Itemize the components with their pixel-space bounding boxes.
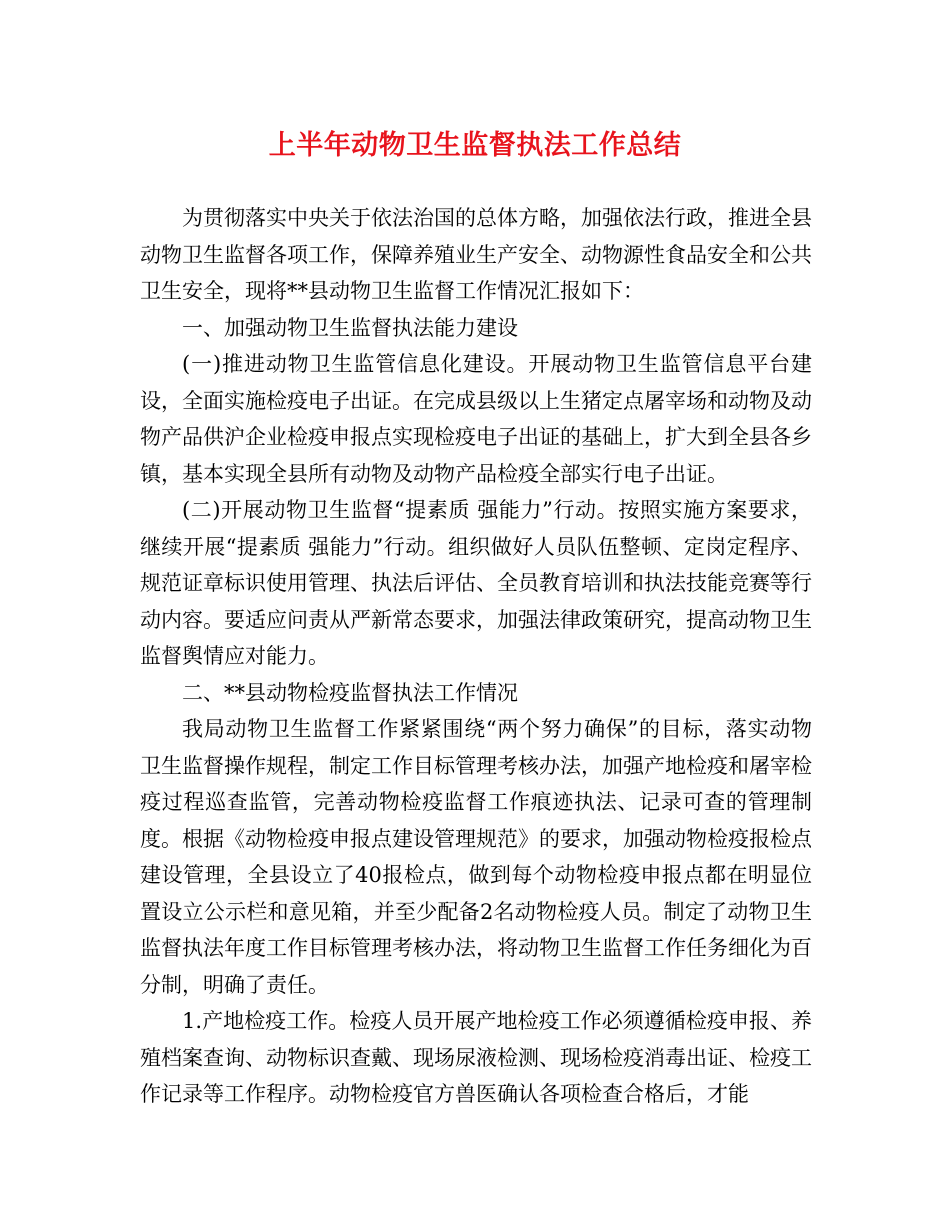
paragraph-county-work: 我局动物卫生监督工作紧紧围绕“两个努力确保”的目标，落实动物卫生监督操作规程，制定工作目标管理考核办法，加强产地检疫和屠宰检疫过程巡查监管，完善动物检疫监督工作痕迹执法、记录可查的管理制度。根据《动物检疫申报点建设管理规范》的要求，加强动物检疫报检点建设管理，全县设立了40报检点，做到每个动物检疫申报点都在明显位置设立公示栏和意见箱，并至少配备2名动物检疫人员。制定了动物卫生监督执法年度工作目标管理考核办法，将动物卫生监督工作任务细化为百分制，明确了责任。 bbox=[140, 717, 812, 997]
paragraph-origin-quarantine: 1.产地检疫工作。检疫人员开展产地检疫工作必须遵循检疫申报、养殖档案查询、动物标识查戴、现场尿液检测、现场检疫消毒出证、检疫工作记录等工作程序。动物检疫官方兽医确认各项检查合格后，才能 bbox=[140, 1009, 812, 1106]
paragraph-capability-action: (二)开展动物卫生监督“提素质 强能力”行动。按照实施方案要求，继续开展“提素质 强能力”行动。组织做好人员队伍整顿、定岗定程序、规范证章标识使用管理、执法后评估、全员教育培训和执法技能竞赛等行动内容。要适应问责从严新常态要求，加强法律政策研究，提高动物卫生监督舆情应对能力。 bbox=[140, 498, 812, 668]
section-heading-1: 一、加强动物卫生监督执法能力建设 bbox=[182, 315, 518, 340]
document-title: 上半年动物卫生监督执法工作总结 bbox=[268, 130, 682, 161]
paragraph-info-platform: (一)推进动物卫生监管信息化建设。开展动物卫生监管信息平台建设，全面实施检疫电子出证。在完成县级以上生猪定点屠宰场和动物及动物产品供沪企业检疫申报点实现检疫电子出证的基础上，扩大到全县各乡镇，基本实现全县所有动物及动物产品检疫全部实行电子出证。 bbox=[140, 352, 812, 486]
document-body bbox=[140, 200, 812, 1113]
section-heading-2: 二、**县动物检疫监督执法工作情况 bbox=[182, 680, 518, 705]
paragraph-intro: 为贯彻落实中央关于依法治国的总体方略，加强依法行政，推进全县动物卫生监督各项工作，保障养殖业生产安全、动物源性食品安全和公共卫生安全，现将**县动物卫生监督工作情况汇报如下： bbox=[140, 206, 812, 303]
